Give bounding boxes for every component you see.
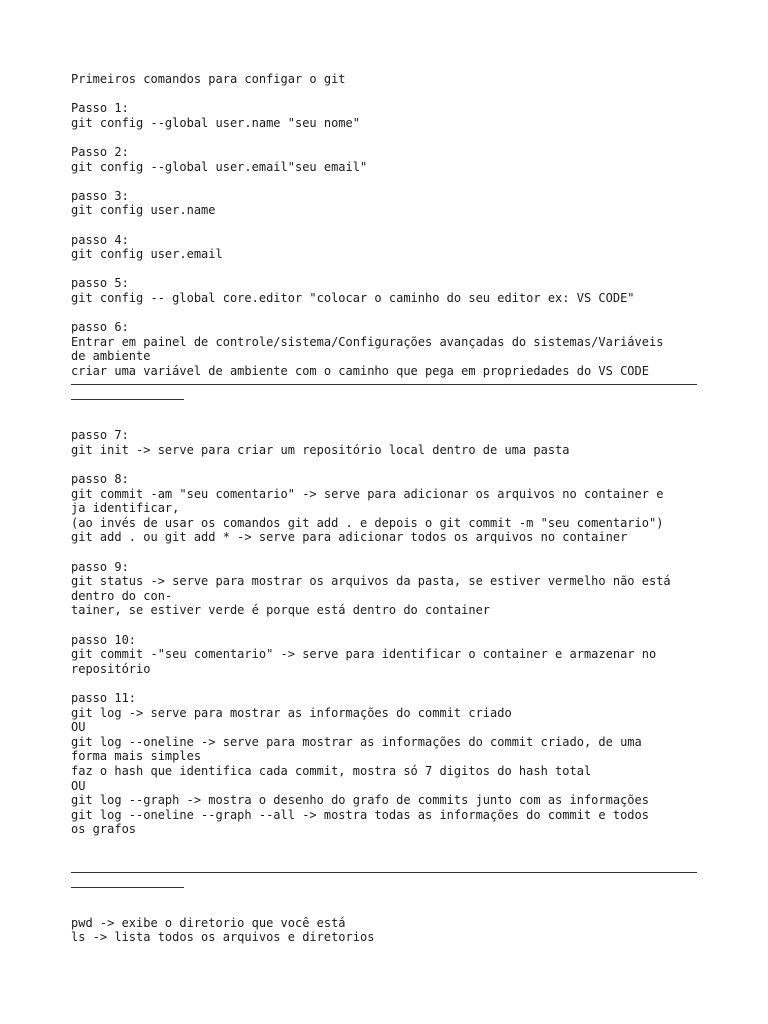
step-heading: passo 7:	[71, 428, 129, 443]
step-heading: passo 8:	[71, 472, 129, 487]
step-line: Entrar em painel de controle/sistema/Configurações avançadas do sistemas/Variáveis	[71, 334, 664, 349]
step-heading: passo 11:	[71, 690, 137, 705]
step-block	[71, 189, 697, 218]
step-block	[71, 101, 697, 130]
step-line: git log --oneline --graph --all -> mostra todas as informações do commit e todos	[71, 807, 649, 822]
step-block	[71, 428, 697, 457]
step-block	[71, 472, 697, 545]
section-divider	[71, 384, 697, 413]
step-block	[71, 276, 697, 305]
step-heading: passo 4:	[71, 232, 129, 247]
step-line: git log --graph -> mostra o desenho do grafo de commits junto com as informações	[71, 793, 649, 808]
step-line: os grafos	[71, 822, 137, 837]
step-heading: Passo 2:	[71, 144, 129, 159]
section-divider	[71, 872, 697, 901]
section-config	[71, 101, 697, 378]
step-line: git log --oneline -> serve para mostrar as informações do commit criado, de uma	[71, 734, 642, 749]
step-heading: Passo 1:	[71, 101, 129, 116]
step-line: forma mais simples	[71, 749, 202, 764]
step-block	[71, 560, 697, 618]
step-line: de ambiente	[71, 349, 151, 364]
divider-line-short	[71, 887, 184, 888]
divider-line	[71, 384, 697, 385]
step-block	[71, 633, 697, 677]
step-line: ja identificar,	[71, 501, 180, 516]
step-line: (ao invés de usar os comandos git add . e depois o git commit -m "seu comentario")	[71, 515, 664, 530]
divider-line	[71, 872, 697, 873]
document-page	[71, 72, 697, 945]
step-heading: passo 5:	[71, 276, 129, 291]
section-shell	[71, 916, 697, 945]
step-line: git config user.name	[71, 203, 216, 218]
step-line: tainer, se estiver verde é porque está dentro do container	[71, 603, 491, 618]
step-line: OU	[71, 778, 86, 793]
step-block	[71, 320, 697, 378]
document-title: Primeiros comandos para configar o git	[71, 72, 346, 86]
step-line: git config --global user.name "seu nome"	[71, 115, 360, 130]
step-line: git add . ou git add * -> serve para adicionar todos os arquivos no container	[71, 530, 628, 545]
step-line: faz o hash que identifica cada commit, mostra só 7 digitos do hash total	[71, 763, 592, 778]
step-line: git log -> serve para mostrar as informações do commit criado	[71, 705, 512, 720]
section-commands	[71, 428, 697, 837]
step-block	[71, 233, 697, 262]
step-line: criar uma variável de ambiente com o caminho que pega em propriedades do VS CODE	[71, 363, 649, 378]
step-line: OU	[71, 720, 86, 735]
step-heading: passo 9:	[71, 559, 129, 574]
step-line: git commit -"seu comentario" -> serve para identificar o container e armazenar no	[71, 647, 657, 662]
step-block	[71, 691, 697, 837]
step-heading: passo 3:	[71, 188, 129, 203]
step-line: repositório	[71, 661, 151, 676]
step-heading: passo 10:	[71, 632, 137, 647]
shell-line: pwd -> exibe o diretorio que você está	[71, 915, 346, 930]
divider-line-short	[71, 399, 184, 400]
step-block	[71, 145, 697, 174]
step-heading: passo 6:	[71, 320, 129, 335]
step-line: git commit -am "seu comentario" -> serve para adicionar os arquivos no container e	[71, 486, 664, 501]
shell-line: ls -> lista todos os arquivos e diretorios	[71, 930, 375, 945]
step-line: git status -> serve para mostrar os arquivos da pasta, se estiver vermelho não está	[71, 574, 671, 589]
step-line: git init -> serve para criar um repositório local dentro de uma pasta	[71, 442, 570, 457]
step-line: git config user.email	[71, 247, 223, 262]
step-line: git config -- global core.editor "colocar o caminho do seu editor ex: VS CODE"	[71, 290, 635, 305]
step-line: dentro do con-	[71, 588, 173, 603]
step-line: git config --global user.email"seu email"	[71, 159, 368, 174]
